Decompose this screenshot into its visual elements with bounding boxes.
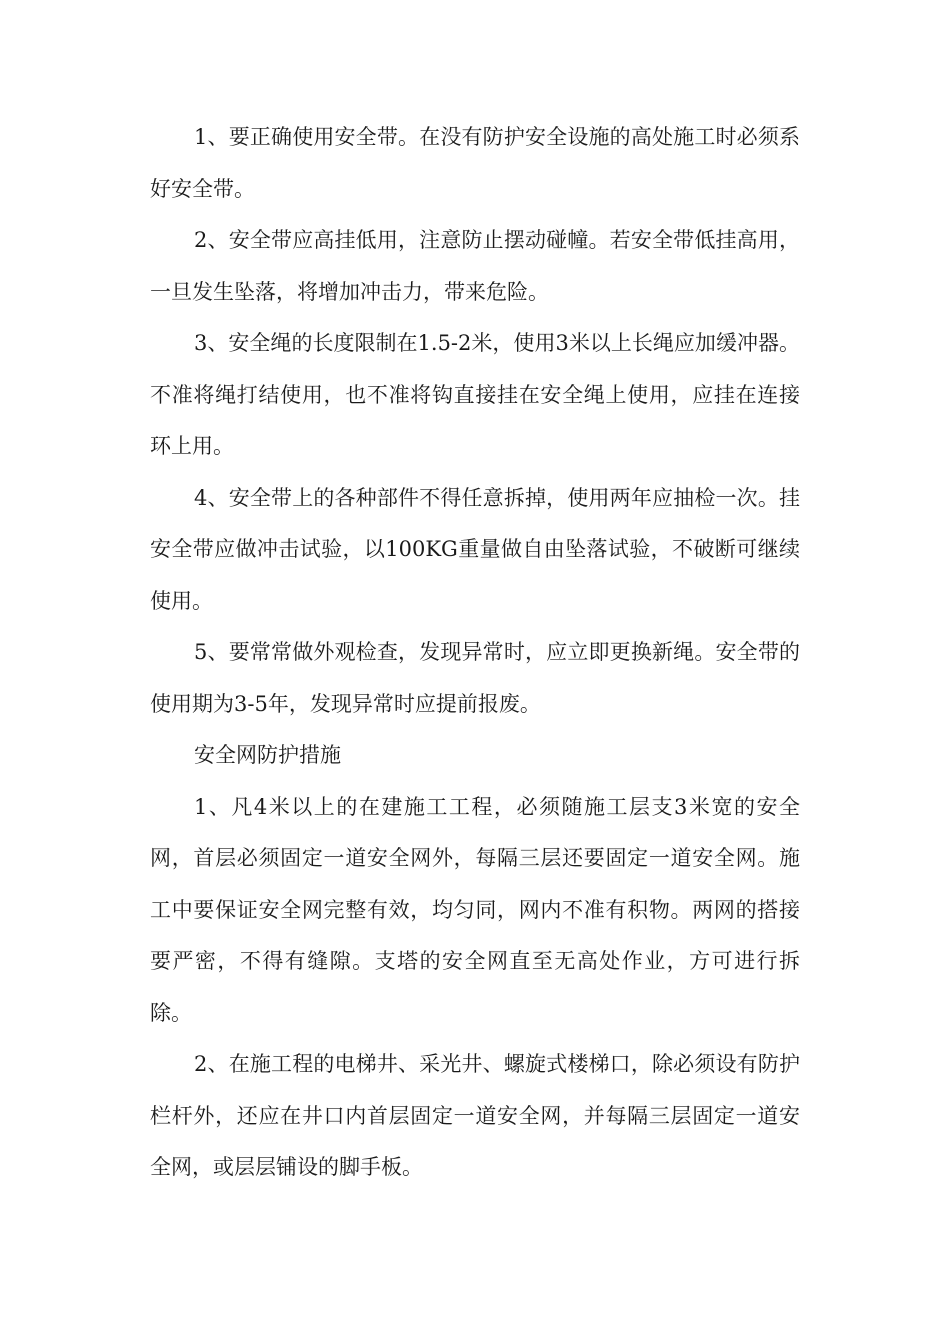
paragraph-safety-net-1: 1、凡4米以上的在建施工工程，必须随施工层支3米宽的安全网，首层必须固定一道安全网外，每隔三层还要固定一道安全网。施工中要保证安全网完整有效，均匀同，网内不准有积物。两网的搭接要严密，不得有缝隙。支塔的安全网直至无高处作业，方可进行拆除。	[150, 794, 800, 1025]
paragraph-safety-belt-4: 4、安全带上的各种部件不得任意拆掉，使用两年应抽检一次。挂安全带应做冲击试验，以100KG重量做自由坠落试验，不破断可继续使用。	[150, 485, 800, 613]
document-body	[150, 112, 800, 1194]
paragraph-safety-belt-1: 1、要正确使用安全带。在没有防护安全设施的高处施工时必须系好安全带。	[150, 125, 800, 201]
paragraph-safety-belt-2: 2、安全带应高挂低用，注意防止摆动碰幢。若安全带低挂高用，一旦发生坠落，将增加冲击力，带来危险。	[150, 228, 800, 304]
paragraph-safety-belt-5: 5、要常常做外观检查，发现异常时，应立即更换新绳。安全带的使用期为3-5年，发现异常时应提前报废。	[150, 640, 800, 716]
paragraph-safety-net-2: 2、在施工程的电梯井、采光井、螺旋式楼梯口，除必须设有防护栏杆外，还应在井口内首层固定一道安全网，并每隔三层固定一道安全网，或层层铺设的脚手板。	[150, 1052, 800, 1179]
paragraph-safety-belt-3: 3、安全绳的长度限制在1.5-2米，使用3米以上长绳应加缓冲器。不准将绳打结使用，也不准将钩直接挂在安全绳上使用，应挂在连接环上用。	[150, 331, 800, 458]
section-heading: 安全网防护措施	[194, 743, 341, 767]
